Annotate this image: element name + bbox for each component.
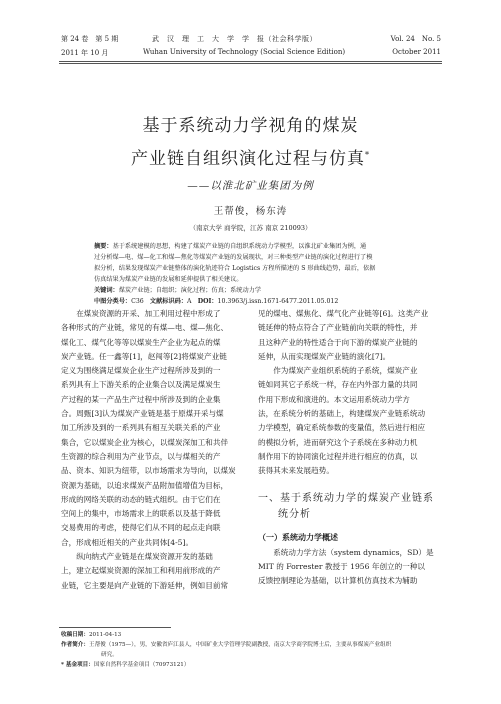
paper-affiliation: （南京大学 商学院，江苏 南京 210093） — [189, 224, 312, 232]
right-paragraph-1 — [258, 307, 445, 364]
paper-authors: 王帮俊，杨东涛 — [213, 206, 288, 217]
abstract-line-1 — [94, 241, 404, 252]
text-line: 合，形成相近相关的产业共同体[4-5]。 — [61, 537, 194, 547]
text-line: 获得其未来发展趋势。 — [258, 466, 334, 476]
header-rule-2 — [59, 63, 442, 64]
footnote-fund — [61, 660, 441, 670]
fund-text: 国家自然科学基金项目（70973121） — [93, 662, 190, 668]
title-text-2: 产业链自组织演化过程与仿真 — [131, 149, 365, 169]
text-line: 煤化工、煤气化等等以煤炭生产企业为起点的煤 — [61, 337, 221, 347]
keywords-line — [94, 285, 404, 296]
abstract-line-3: 拟分析，结果发现煤炭产业链整体的演化轨迹符合 Logistics 方程所描述的 S 形曲线趋势，最后，依据 — [94, 265, 376, 272]
footnote-block — [61, 630, 441, 670]
text-line: 交易费用的考虑，使得它们从不同的起点走向联 — [61, 523, 221, 533]
received-date: 2011-04-13 — [88, 632, 122, 638]
text-line: 空间上的集中，市场需求上的联系以及基于降低 — [61, 509, 221, 519]
paper-subtitle: ——以淮北矿业集团为例 — [187, 180, 314, 192]
footnote-received — [61, 630, 441, 640]
footnote-rule — [59, 627, 171, 628]
footnote-author — [61, 640, 441, 650]
clc-value: C36 — [131, 298, 144, 305]
left-column — [61, 307, 248, 593]
abstract-block — [94, 241, 404, 307]
text-line: 形成的网络关联的动态的链式组织。由于它们在 — [61, 494, 221, 504]
section-heading-1 — [258, 491, 445, 523]
text-line: 反馈控制理论为基础，以计算机仿真技术为辅助 — [258, 576, 418, 586]
text-line: 定义为围绕满足煤炭企业生产过程所涉及到的一 — [61, 366, 221, 376]
doi-value: 10.3963/j.issn.1671-6477.2011.05.012 — [217, 298, 339, 305]
received-label: 收稿日期： — [61, 632, 89, 638]
paper-title-line-2 — [0, 144, 501, 169]
text-line: 延伸，从而实现煤炭产业链的演化[7]。 — [258, 351, 391, 361]
text-line: 炭产业链。任一鑫等[1]，赵闯等[2]将煤炭产业链 — [61, 351, 227, 361]
abstract-line-4: 仿真结果为煤炭产业链的发展和延伸提供了相关建议。 — [94, 276, 243, 283]
text-line: 集合，它以煤炭企业为核心，以煤炭深加工和共伴 — [61, 437, 229, 447]
clc-label: 中图分类号： — [94, 298, 132, 305]
text-line: 制作用下的协同演化过程并进行相应的仿真，以 — [258, 451, 418, 461]
text-line: 作为煤炭产业组织系统的子系统，煤炭产业 — [273, 366, 418, 376]
doc-code-label: 文献标识码： — [149, 298, 188, 305]
header-date-cn: 2011 年 10 月 — [61, 49, 109, 57]
keywords-text: 煤炭产业链；自组织；演化过程；仿真；系统动力学 — [118, 287, 262, 294]
text-line: 纵向纳式产业链是在煤炭资源开发的基础 — [76, 552, 213, 562]
keywords-label: 关键词： — [94, 287, 119, 294]
text-line: 链延伸的特点符合了产业链前向关联的特性，并 — [258, 323, 418, 333]
doc-code-value: A — [187, 298, 192, 305]
paper-title-line-1: 基于系统动力学视角的煤炭 — [142, 116, 359, 136]
text-line: 力学模型，确定系统参数的变量值，然后进行相应 — [258, 423, 426, 433]
header-journal-en: Wuhan University of Technology (Social Science Edition) — [143, 48, 346, 56]
text-line: 产过程的某一产品生产过程中所涉及到的企业集 — [61, 394, 221, 404]
left-paragraph-2 — [61, 550, 248, 593]
right-column — [258, 307, 445, 589]
text-line: MIT 的 Forrester 教授于 1956 年创立的一种以 — [258, 562, 426, 572]
left-paragraph-1 — [61, 307, 248, 550]
header-rule — [59, 61, 442, 62]
header-volume-issue: 第 24 卷 第 5 期 — [61, 35, 119, 43]
author-bio-label: 作者简介： — [61, 642, 89, 648]
text-line: 作用下形成和演进的。本文运用系统动力学方 — [258, 394, 410, 404]
text-line: 的模拟分析，进而研究这个子系统在多种动力机 — [258, 437, 418, 447]
text-line: 系统动力学方法（system dynamics，SD）是 — [273, 547, 434, 557]
header-volume-en: Vol. 24 No. 5 — [390, 35, 441, 43]
section-heading-1-line-1: 一、基于系统动力学的煤炭产业链系 — [258, 492, 434, 504]
author-bio-line-2: 研究。 — [101, 652, 118, 658]
text-line: 加工所涉及到的一系列具有相互关联关系的产业 — [61, 423, 221, 433]
text-line: 在煤炭资源的开采、加工利用过程中形成了 — [76, 309, 221, 318]
fund-label: * 基金项目： — [61, 662, 94, 668]
abstract-line-2: 过分析煤—电、煤—化工和煤—焦化等煤炭产业链的发展现状，对三种类型产业链的演化过程进行了模 — [94, 254, 373, 261]
doi-label: DOI： — [197, 298, 218, 305]
text-line: 见的煤电、煤焦化、煤气化产业链等[6]。这类产业 — [258, 309, 429, 318]
text-line: 各种形式的产业链，常见的有煤—电、煤—焦化、 — [61, 323, 229, 333]
text-line: 生资源的综合利用为产业节点，以与煤相关的产 — [61, 451, 221, 461]
subsection-heading-1: （一）系统动力学概述 — [258, 532, 338, 542]
text-line: 且这种产业的特性适合于向下游的煤炭产业链的 — [258, 337, 418, 347]
classification-line — [94, 296, 404, 307]
text-line: 系列具有上下游关系的企业集合以及满足煤炭生 — [61, 380, 221, 390]
header-date-en: October 2011 — [392, 48, 441, 56]
right-paragraph-3 — [258, 546, 445, 589]
author-bio-line-1: 王帮俊（1975—），男，安徽省庐江县人，中国矿业大学管理学院副教授，南京大学商学院博士后，主要从事煤炭产业组织 — [88, 642, 392, 648]
text-line: 资源为基础，以追求煤炭产品附加值增值为目标， — [61, 480, 229, 490]
abstract-text-1: 基于系统建模的思想，构建了煤炭产业链的自组织系统动力学模型，以淮北矿业集团为例，通 — [112, 243, 367, 250]
text-line: 法，在系统分析的基础上，构建煤炭产业链系统动 — [258, 409, 426, 419]
title-footnote-mark: * — [365, 150, 370, 160]
text-line: 合。周甄[3]认为煤炭产业链是基于原煤开采与煤 — [61, 409, 224, 419]
text-line: 链如同其它子系统一样，存在内外部力量的共同 — [258, 380, 418, 390]
header-journal-cn: 武 汉 理 工 大 学 学 报（社会科学版） — [152, 35, 317, 43]
abstract-label: 摘要： — [94, 243, 113, 250]
right-paragraph-2 — [258, 364, 445, 478]
text-line: 品、资本、知识为纽带，以市场需求为导向，以煤炭 — [61, 466, 236, 476]
text-line: 上，建立起煤炭资源的深加工和利用前形成的产 — [61, 566, 221, 576]
section-heading-1-line-2: 统分析 — [278, 508, 311, 520]
text-line: 业链，它主要是向产业链的下游延伸，例如目前常 — [61, 580, 229, 590]
